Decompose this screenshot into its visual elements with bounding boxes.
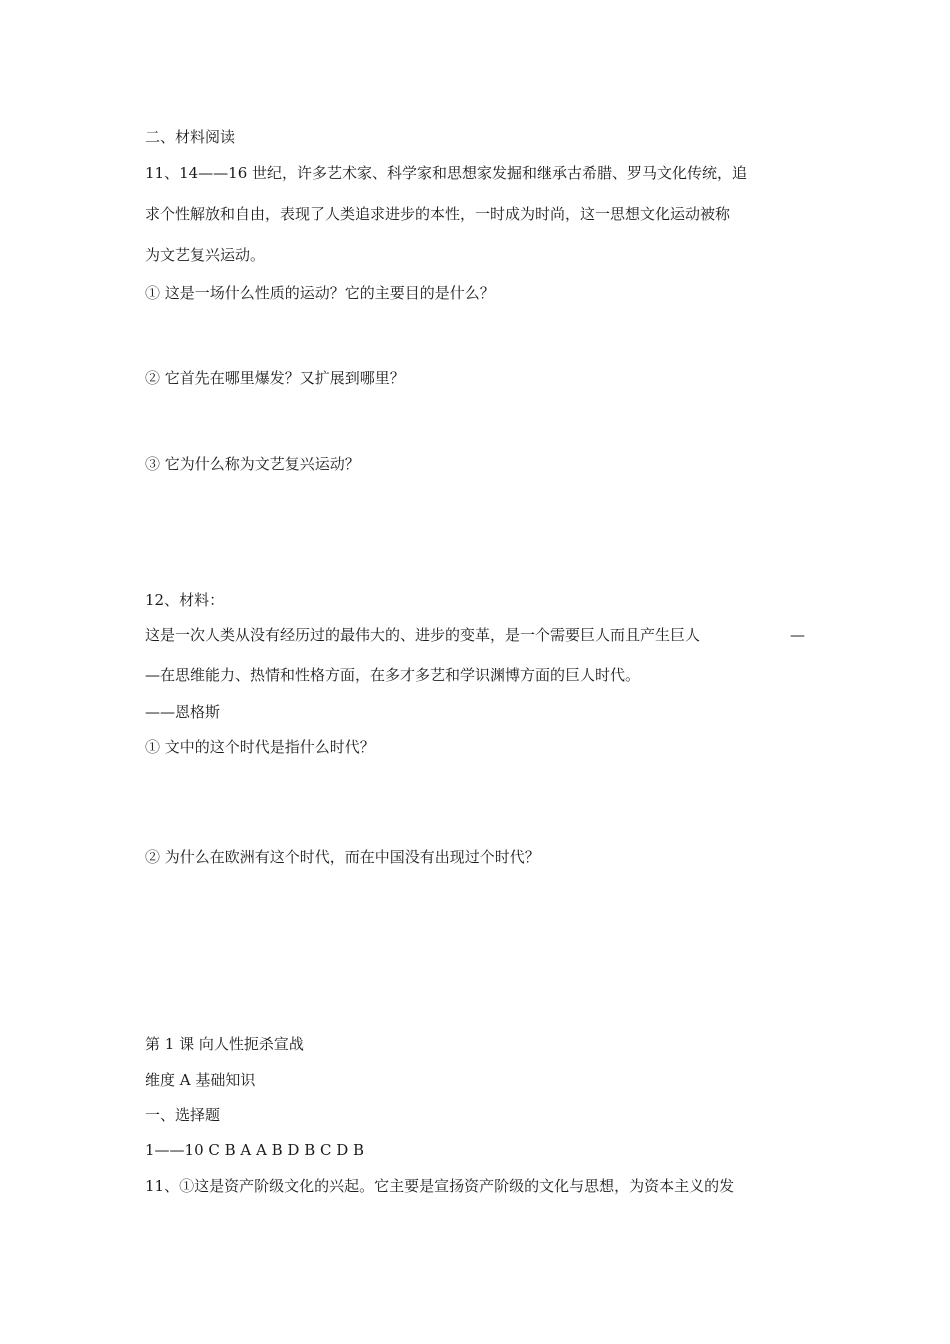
question-12-title: 12、材料：	[145, 591, 225, 609]
answers-dimension-heading: 维度 A 基础知识	[145, 1071, 256, 1089]
question-11-subquestion-1: ① 这是一场什么性质的运动？它的主要目的是什么？	[145, 284, 495, 302]
question-11-text-line-1: 11、14——16 世纪，许多艺术家、科学家和思想家发掘和继承古希腊、罗马文化传统，追	[145, 164, 748, 182]
question-12-material-line-1-dash: —	[790, 626, 805, 644]
answers-question-11-line-1: 11、①这是资产阶级文化的兴起。它主要是宣扬资产阶级的文化与思想，为资本主义的发	[145, 1177, 735, 1195]
question-11-text-line-2: 求个性解放和自由，表现了人类追求进步的本性，一时成为时尚，这一思想文化运动被称	[145, 205, 731, 223]
question-12-subquestion-1: ① 文中的这个时代是指什么时代？	[145, 738, 375, 756]
question-11-text-line-3: 为文艺复兴运动。	[145, 246, 266, 264]
answers-choice-key: 1——10 C B A A B D B C D B	[145, 1141, 365, 1159]
question-11-subquestion-3: ③ 它为什么称为文艺复兴运动？	[145, 455, 360, 473]
question-12-subquestion-2: ② 为什么在欧洲有这个时代，而在中国没有出现过个时代？	[145, 848, 540, 866]
answers-lesson-title: 第 1 课 向人性扼杀宣战	[145, 1035, 304, 1053]
section-heading-material-reading: 二、材料阅读	[145, 128, 236, 146]
answers-section-choice: 一、选择题	[145, 1106, 221, 1124]
question-12-material-line-2: —在思维能力、热情和性格方面，在多才多艺和学识渊博方面的巨人时代。	[145, 666, 641, 684]
question-11-subquestion-2: ② 它首先在哪里爆发？又扩展到哪里？	[145, 369, 405, 387]
question-12-attribution: ——恩格斯	[145, 703, 221, 721]
question-12-material-line-1: 这是一次人类从没有经历过的最伟大的、进步的变革，是一个需要巨人而且产生巨人	[145, 626, 701, 644]
